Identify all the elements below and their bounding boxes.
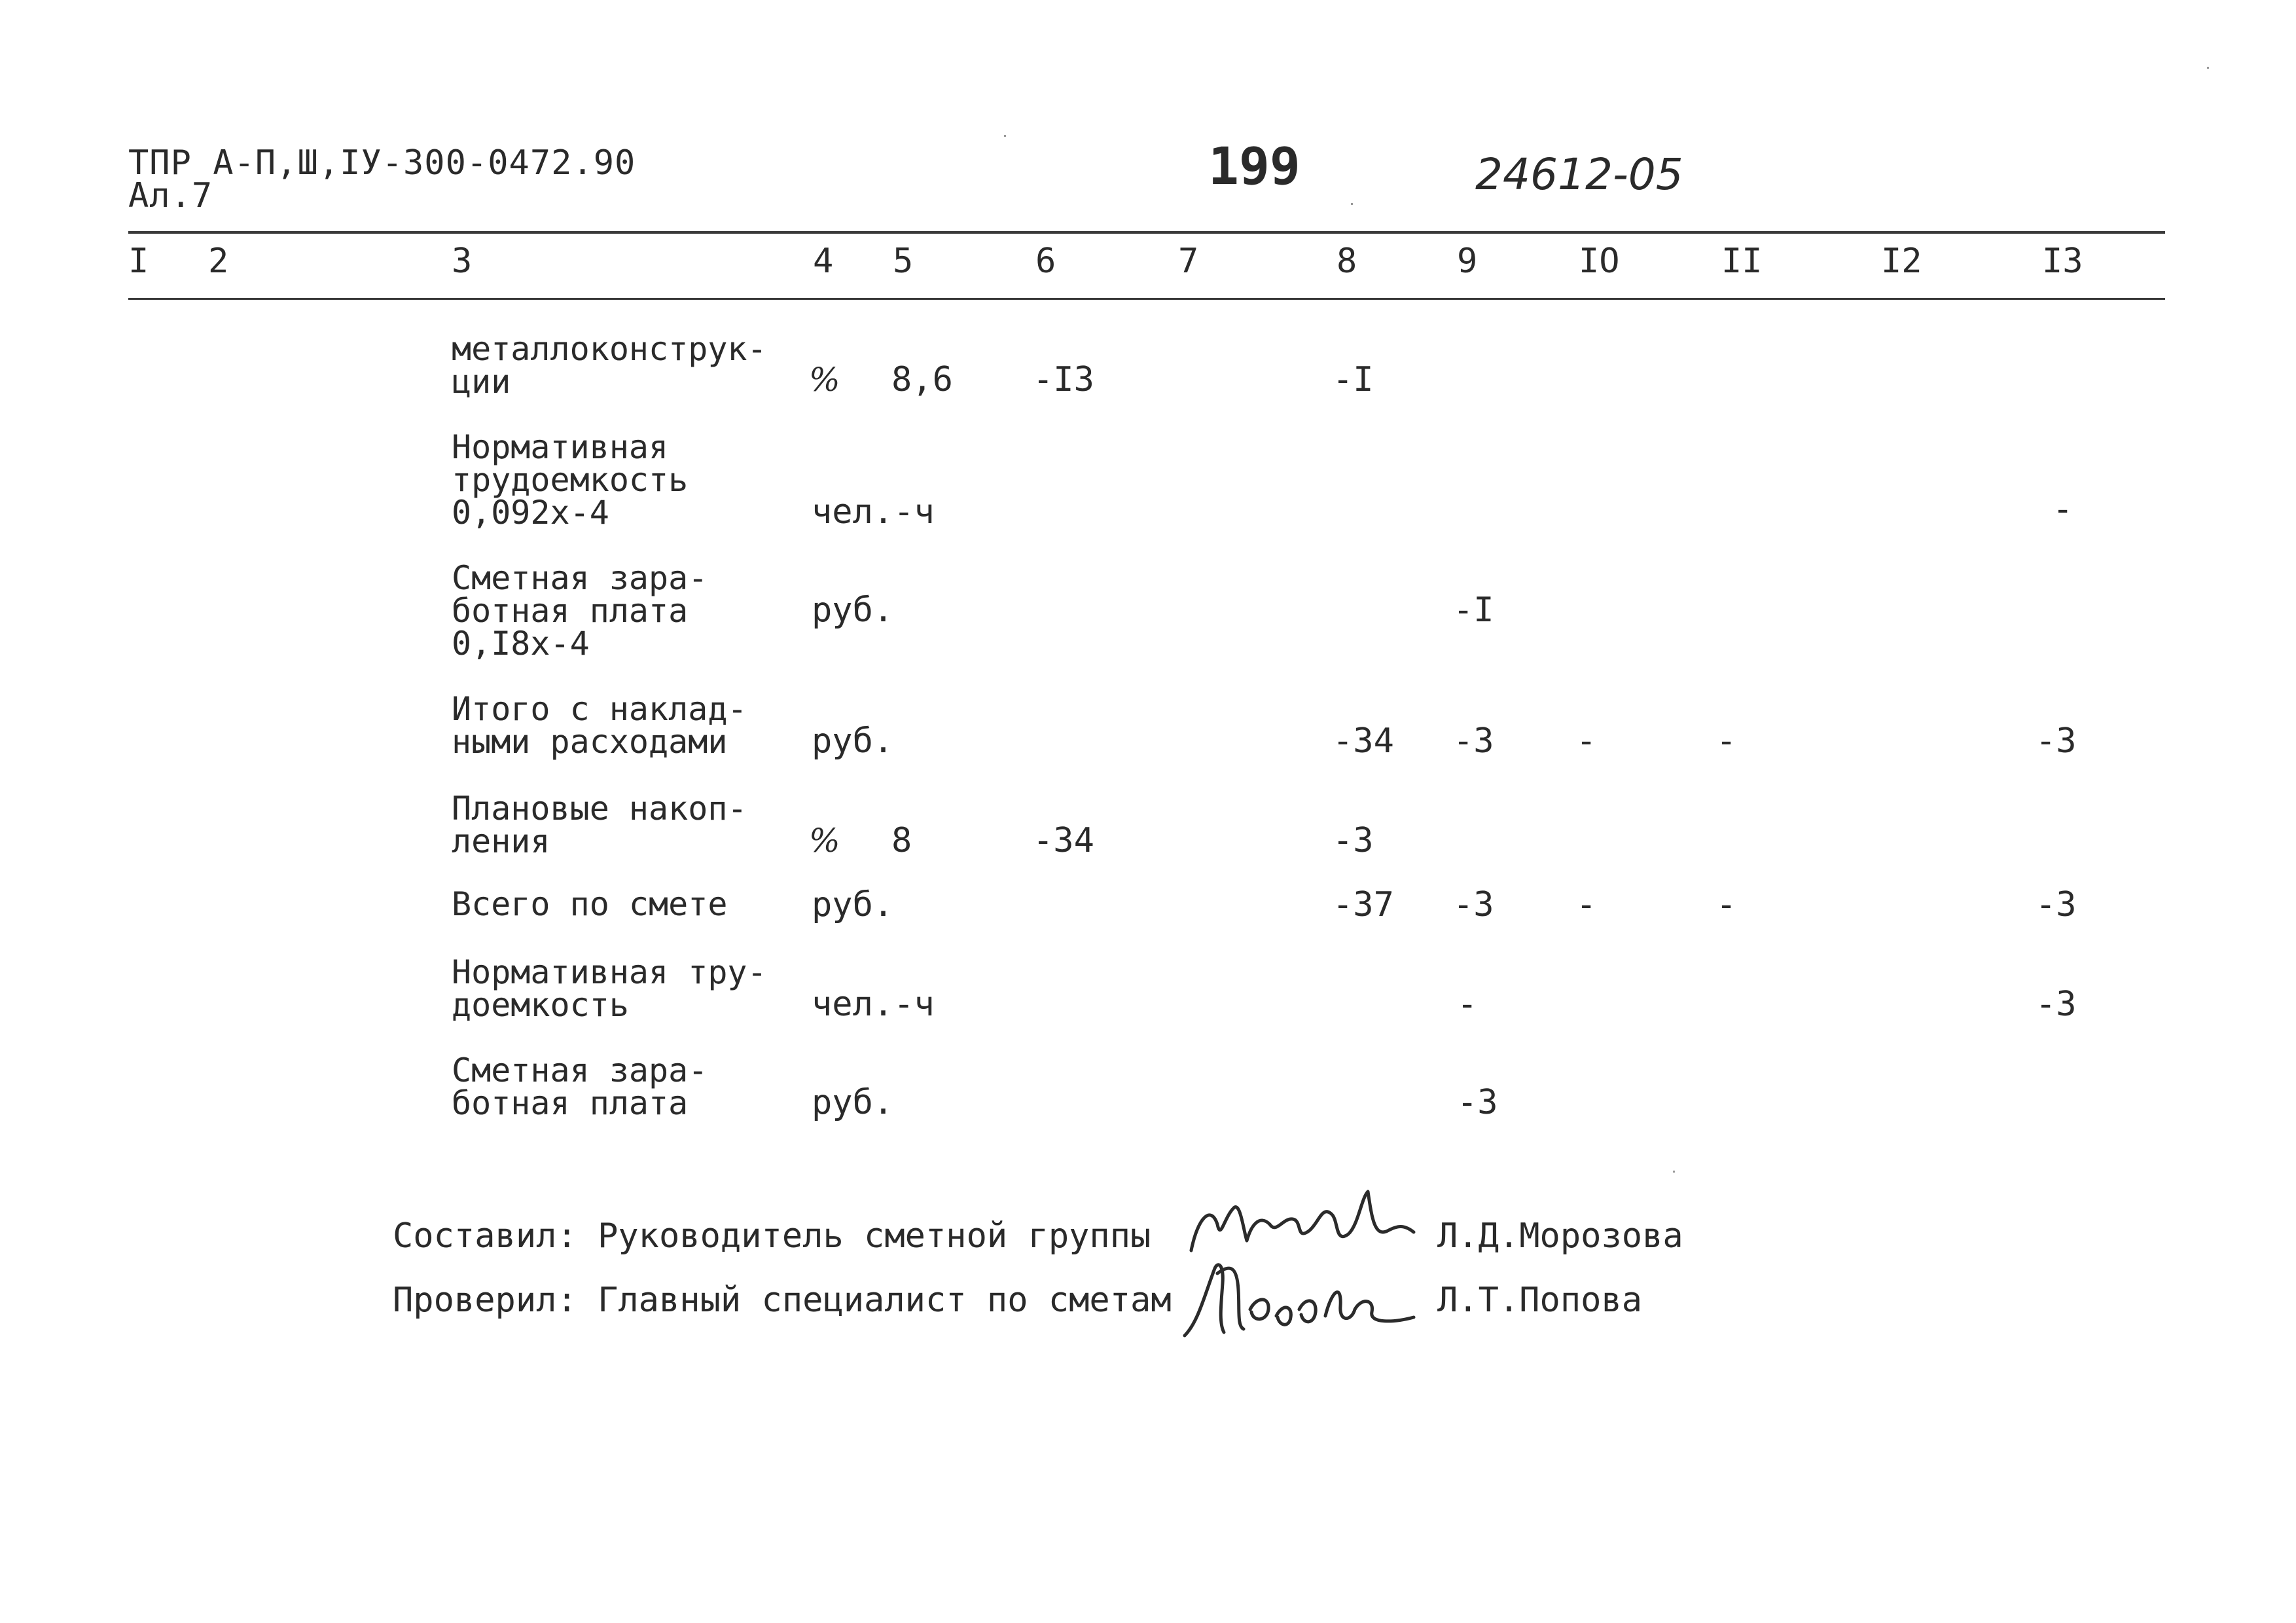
row-label: Сметная зара- ботная плата 0,I8х-4 [452,559,708,663]
value-cell-10: - [1576,885,1597,924]
value-cell-11: - [1716,721,1737,761]
column-header-7: 7 [1178,242,1199,281]
value-cell-5: 8,6 [891,360,953,399]
column-header-1: I [128,242,149,281]
page-number: 199 [1208,137,1300,196]
unit-cell: % [809,361,840,399]
table-header-rule [128,298,2165,300]
value-cell-9: -3 [1457,1083,1498,1122]
row-label: Всего по смете [452,885,728,923]
signature-popova [1178,1244,1427,1349]
column-header-5: 5 [893,242,914,281]
document-code-line1: ТПР А-П,Ш,IУ-300-0472.90 [128,143,636,183]
value-cell-6: -34 [1033,821,1094,860]
row-label: Сметная зара- ботная плата [452,1051,708,1122]
column-header-11: II [1721,242,1763,281]
document-code [128,143,636,215]
scan-speck [1004,135,1006,137]
column-header-3: 3 [452,242,473,281]
value-cell-9: -3 [1453,885,1494,924]
value-cell-9: - [1457,985,1478,1024]
value-cell-13: -3 [2036,721,2077,761]
unit-cell: чел.-ч [812,985,935,1024]
value-cell-10: - [1576,721,1597,761]
column-header-6: 6 [1035,242,1056,281]
scan-speck [1351,203,1353,205]
scan-speck [1673,1171,1675,1173]
sheet-number: 24612-05 [1475,149,1683,200]
value-cell-5: 8 [891,821,912,860]
column-header-12: I2 [1881,242,1922,281]
value-cell-11: - [1716,885,1737,924]
column-header-8: 8 [1336,242,1357,281]
value-cell-8: -I [1333,360,1374,399]
column-header-9: 9 [1457,242,1478,281]
column-header-4: 4 [813,242,834,281]
unit-cell: руб. [812,1083,894,1122]
column-header-10: IO [1579,242,1620,281]
scan-speck [2207,67,2209,69]
row-label: Плановые накоп- ления [452,790,747,860]
unit-cell: % [809,822,840,860]
document-code-line2: Ал.7 [128,176,213,215]
value-cell-9: -3 [1453,721,1494,761]
compiled-by-name: Л.Д.Морозова [1437,1216,1683,1256]
value-cell-13: -3 [2036,985,2077,1024]
value-cell-13: - [2053,490,2073,529]
row-label: металлоконструк- ции [452,330,767,401]
row-label: Нормативная тру- доемкость [452,953,767,1024]
value-cell-6: -I3 [1033,360,1094,399]
unit-cell: руб. [812,885,894,924]
column-header-2: 2 [208,242,229,281]
row-label: Нормативная трудоемкость 0,092х-4 [452,428,689,532]
unit-cell: руб. [812,721,894,761]
checked-by-label: Проверил: Главный специалист по сметам [393,1281,1172,1320]
value-cell-13: -3 [2036,885,2077,924]
compiled-by-label: Составил: Руководитель сметной группы [393,1216,1151,1256]
value-cell-8: -34 [1333,721,1394,761]
unit-cell: руб. [812,591,894,630]
checked-by-name: Л.Т.Попова [1437,1281,1643,1320]
value-cell-8: -37 [1333,885,1394,924]
row-label: Итого с наклад- ными расходами [452,690,747,761]
table-top-rule [128,231,2165,234]
value-cell-9: -I [1453,591,1494,630]
unit-cell: чел.-ч [812,492,935,532]
column-header-13: I3 [2042,242,2083,281]
value-cell-8: -3 [1333,821,1374,860]
